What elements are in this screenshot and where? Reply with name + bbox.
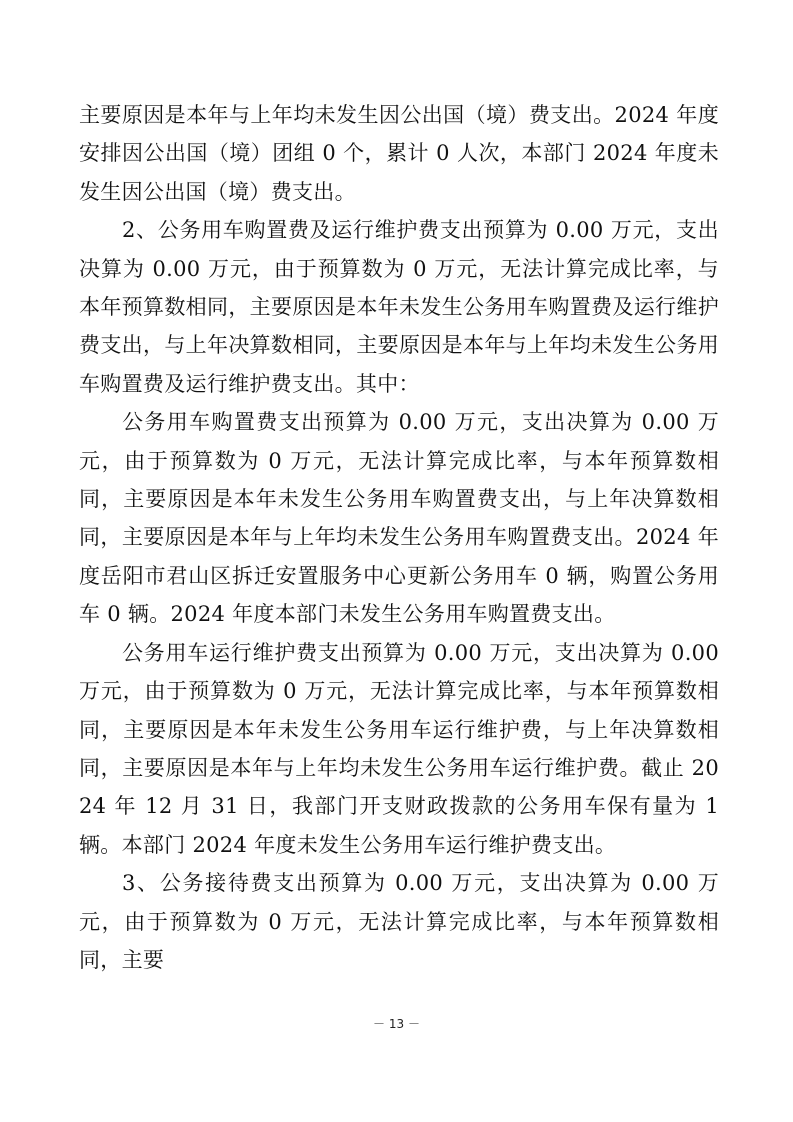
paragraph-vehicle-maintenance: 公务用车运行维护费支出预算为 0.00 万元，支出决算为 0.00 万元，由于预算数为 0 万元，无法计算完成比率，与本年预算数相同，主要原因是本年未发生公务用车运行维护费，与上年决算数相同，主要原因是本年与上年均未发生公务用车运行维护费。截止 2024 年 12 月 31 日，我部门开支财政拨款的公务用车保有量为 1 辆。本部门 2024 年度未发生公务用车运行维护费支出。 <box>79 640 719 857</box>
paragraph-vehicle-expenses: 2、公务用车购置费及运行维护费支出预算为 0.00 万元，支出决算为 0.00 万元，由于预算数为 0 万元，无法计算完成比率，与本年预算数相同，主要原因是本年未发生公务用车购置费及运行维护费支出，与上年决算数相同，主要原因是本年与上年均未发生公务用车购置费及运行维护费支出。其中： <box>79 218 719 396</box>
paragraph-outbound-travel-continued: 主要原因是本年与上年均未发生因公出国（境）费支出。2024 年度安排因公出国（境）团组 0 个，累计 0 人次，本部门 2024 年度未发生因公出国（境）费支出。 <box>79 103 719 204</box>
paragraph-vehicle-purchase: 公务用车购置费支出预算为 0.00 万元，支出决算为 0.00 万元，由于预算数为 0 万元，无法计算完成比率，与本年预算数相同，主要原因是本年未发生公务用车购置费支出，与上年决算数相同，主要原因是本年与上年均未发生公务用车购置费支出。2024 年度岳阳市君山区拆迁安置服务中心更新公务用车 0 辆，购置公务用车 0 辆。2024 年度本部门未发生公务用车购置费支出。 <box>79 410 719 627</box>
paragraph-reception-expenses: 3、公务接待费支出预算为 0.00 万元，支出决算为 0.00 万元，由于预算数为 0 万元，无法计算完成比率，与本年预算数相同，主要 <box>79 871 719 972</box>
document-body <box>79 96 719 979</box>
page-number: － 13 － <box>373 1017 420 1031</box>
